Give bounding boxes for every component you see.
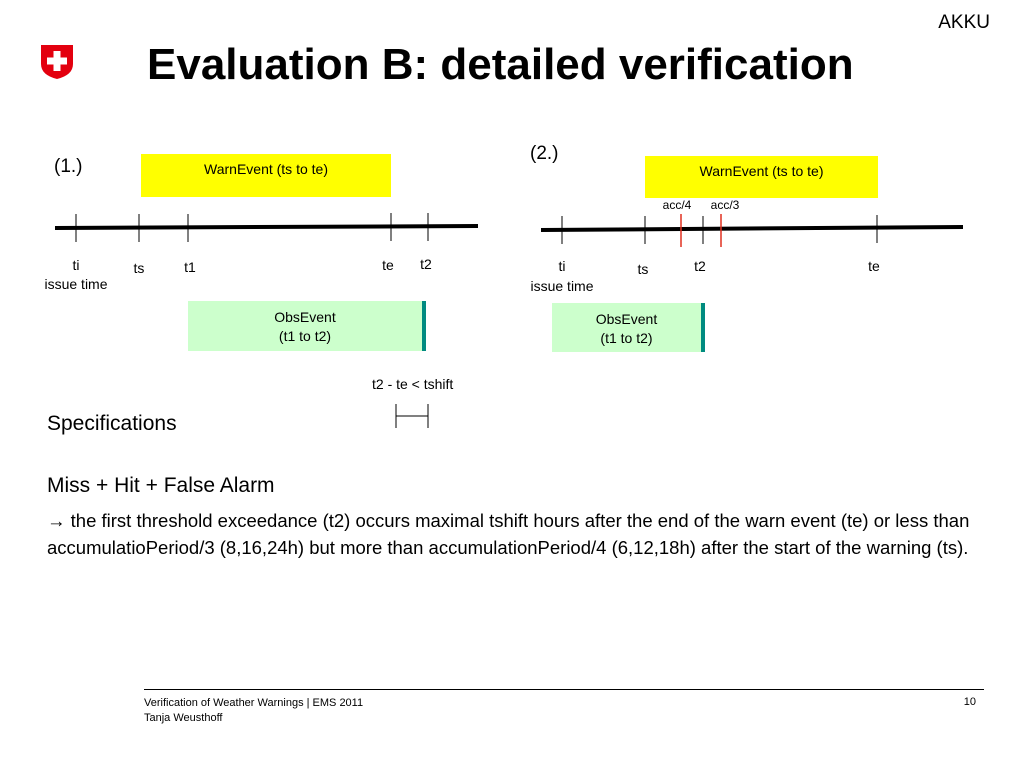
diagram-2-label: (2.) [530, 143, 559, 164]
obs-event-range-1: (t1 to t2) [278, 328, 332, 344]
specifications-body: the first threshold exceedance (t2) occurs maximal tshift hours after the end of the warn event (te) or less than accumulatioPeriod/3 (8,16,24h) but more than accumulationPeriod/4 (6,12,18h) after the start of the warning (ts). [47, 510, 970, 558]
acc3-label: acc/3 [710, 198, 740, 212]
diagram-1-label: (1.) [54, 156, 83, 177]
tick-label-ts-2: ts [637, 261, 649, 277]
footer-credits [144, 696, 363, 726]
shift-condition-label: t2 - te < tshift [372, 376, 454, 392]
page-number: 10 [963, 696, 976, 708]
arrow-icon: → [47, 510, 66, 531]
tick-label-ti-2: ti [558, 258, 566, 274]
tick-label-issue-time-1: issue time [44, 276, 108, 292]
specifications-subheading: Miss + Hit + False Alarm [47, 474, 275, 497]
tick-label-issue-time-2: issue time [530, 278, 594, 294]
footer-divider [144, 689, 984, 690]
obs-event-box-1 [188, 301, 426, 351]
obs-event-box-2 [552, 303, 705, 352]
warn-event-box-2: WarnEvent (ts to te) [645, 156, 878, 198]
obs-event-range-2: (t1 to t2) [600, 330, 653, 346]
obs-event-title-2: ObsEvent [595, 311, 658, 327]
footer-author: Tanja Weusthoff [144, 712, 223, 724]
page-title: Evaluation B: detailed verification [147, 40, 854, 89]
section-label: AKKU [938, 12, 990, 33]
acc4-label: acc/4 [662, 198, 692, 212]
timeline-axis-1 [55, 226, 478, 228]
tick-label-t2-1: t2 [420, 256, 432, 272]
tick-label-t1-1: t1 [184, 259, 196, 275]
specifications-text [47, 507, 977, 561]
footer-event: Verification of Weather Warnings | EMS 2011 [144, 697, 364, 709]
tick-label-ti-1: ti [72, 257, 80, 273]
timeline-axis-2 [541, 227, 963, 230]
tick-label-t2-2: t2 [694, 258, 706, 274]
obs-event-title-1: ObsEvent [274, 309, 336, 325]
tick-label-ts-1: ts [133, 260, 145, 276]
warn-event-box-1: WarnEvent (ts to te) [141, 154, 391, 197]
tick-label-te-2: te [868, 258, 880, 274]
tick-label-te-1: te [382, 257, 394, 273]
specifications-heading: Specifications [47, 412, 177, 435]
